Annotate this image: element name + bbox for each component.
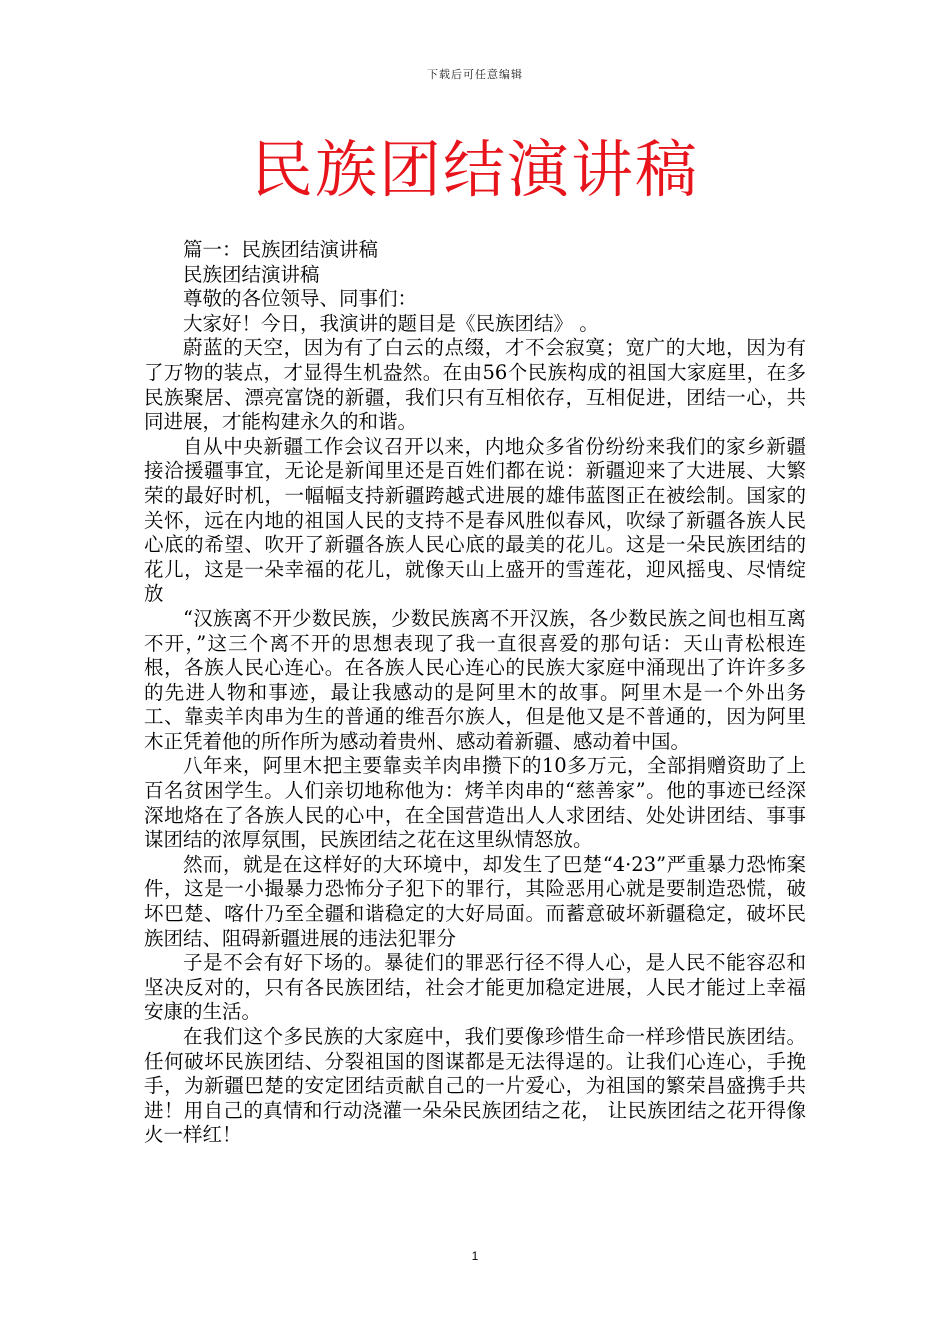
document-title: 民族团结演讲稿 (250, 133, 699, 206)
paragraph: 蔚蓝的天空，因为有了白云的点缀，才不会寂寞；宽广的大地，因为有了万物的装点，才显得生机盎然。在由56个民族构成的祖国大家庭里，在多民族聚居、漂亮富饶的新疆，我们只有互相依存，互相促进，团结一心，共同进展，才能构建永久的和谐。 (144, 336, 806, 434)
document-body (144, 238, 806, 1148)
page-number: 1 (471, 1249, 479, 1263)
paragraph-section-heading: 篇一：民族团结演讲稿 (183, 238, 379, 261)
paragraph: 八年来，阿里木把主要靠卖羊肉串攒下的10多万元，全部捐赠资助了上百名贫困学生。人们亲切地称他为：烤羊肉串的“慈善家”。他的事迹已经深深地烙在了各族人民的心中，在全国营造出人人求团结、处处讲团结、事事谋团结的浓厚氛围，民族团结之花在这里纵情怒放。 (144, 754, 806, 852)
paragraph-greeting: 大家好！今日，我演讲的题目是《民族团结》 。 (183, 311, 599, 335)
paragraph-closing: 在我们这个多民族的大家庭中，我们要像珍惜生命一样珍惜民族团结。任何破坏民族团结、分裂祖国的图谋都是无法得逞的。让我们心连心，手挽手，为新疆巴楚的安定团结贡献自己的一片爱心，为祖国的繁荣昌盛携手共进！用自己的真情和行动浇灌一朵朵民族团结之花， 让民族团结之花开得像火一样红！ (144, 1025, 806, 1147)
paragraph-subtitle: 民族团结演讲稿 (183, 262, 320, 286)
paragraph: 自从中央新疆工作会议召开以来，内地众多省份纷纷来我们的家乡新疆接洽援疆事宜，无论是新闻里还是百姓们都在说：新疆迎来了大进展、大繁荣的最好时机，一幅幅支持新疆跨越式进展的雄伟蓝图正在被绘制。国家的关怀，远在内地的祖国人民的支持不是春风胜似春风，吹绿了新疆各族人民心底的希望、吹开了新疆各族人民心底的最美的花儿。这是一朵民族团结的花儿，这是一朵幸福的花儿，就像天山上盛开的雪莲花，迎风摇曳、尽情绽放 (144, 434, 806, 606)
paragraph: 子是不会有好下场的。暴徒们的罪恶行径不得人心，是人民不能容忍和坚决反对的，只有各民族团结，社会才能更加稳定进展，人民才能过上幸福安康的生活。 (144, 951, 806, 1024)
paragraph: 然而，就是在这样好的大环境中，却发生了巴楚“4·23”严重暴力恐怖案件，这是一小撮暴力恐怖分子犯下的罪行，其险恶用心就是要制造恐慌，破坏巴楚、喀什乃至全疆和谐稳定的大好局面。而蓄意破坏新疆稳定，破坏民族团结、阻碍新疆进展的违法犯罪分 (144, 852, 806, 950)
paragraph: “汉族离不开少数民族，少数民族离不开汉族，各少数民族之间也相互离不开，”这三个离不开的思想表现了我一直很喜爱的那句话：天山青松根连根，各族人民心连心。在各族人民心连心的民族大家庭中涌现出了许许多多的先进人物和事迹，最让我感动的是阿里木的故事。阿里木是一个外出务工、靠卖羊肉串为生的普通的维吾尔族人，但是他又是不普通的，因为阿里木正凭着他的所作所为感动着贵州、感动着新疆、感动着中国。 (144, 606, 806, 753)
header-note: 下载后可任意编辑 (427, 68, 523, 81)
paragraph-salutation: 尊敬的各位领导、同事们： (183, 287, 418, 311)
